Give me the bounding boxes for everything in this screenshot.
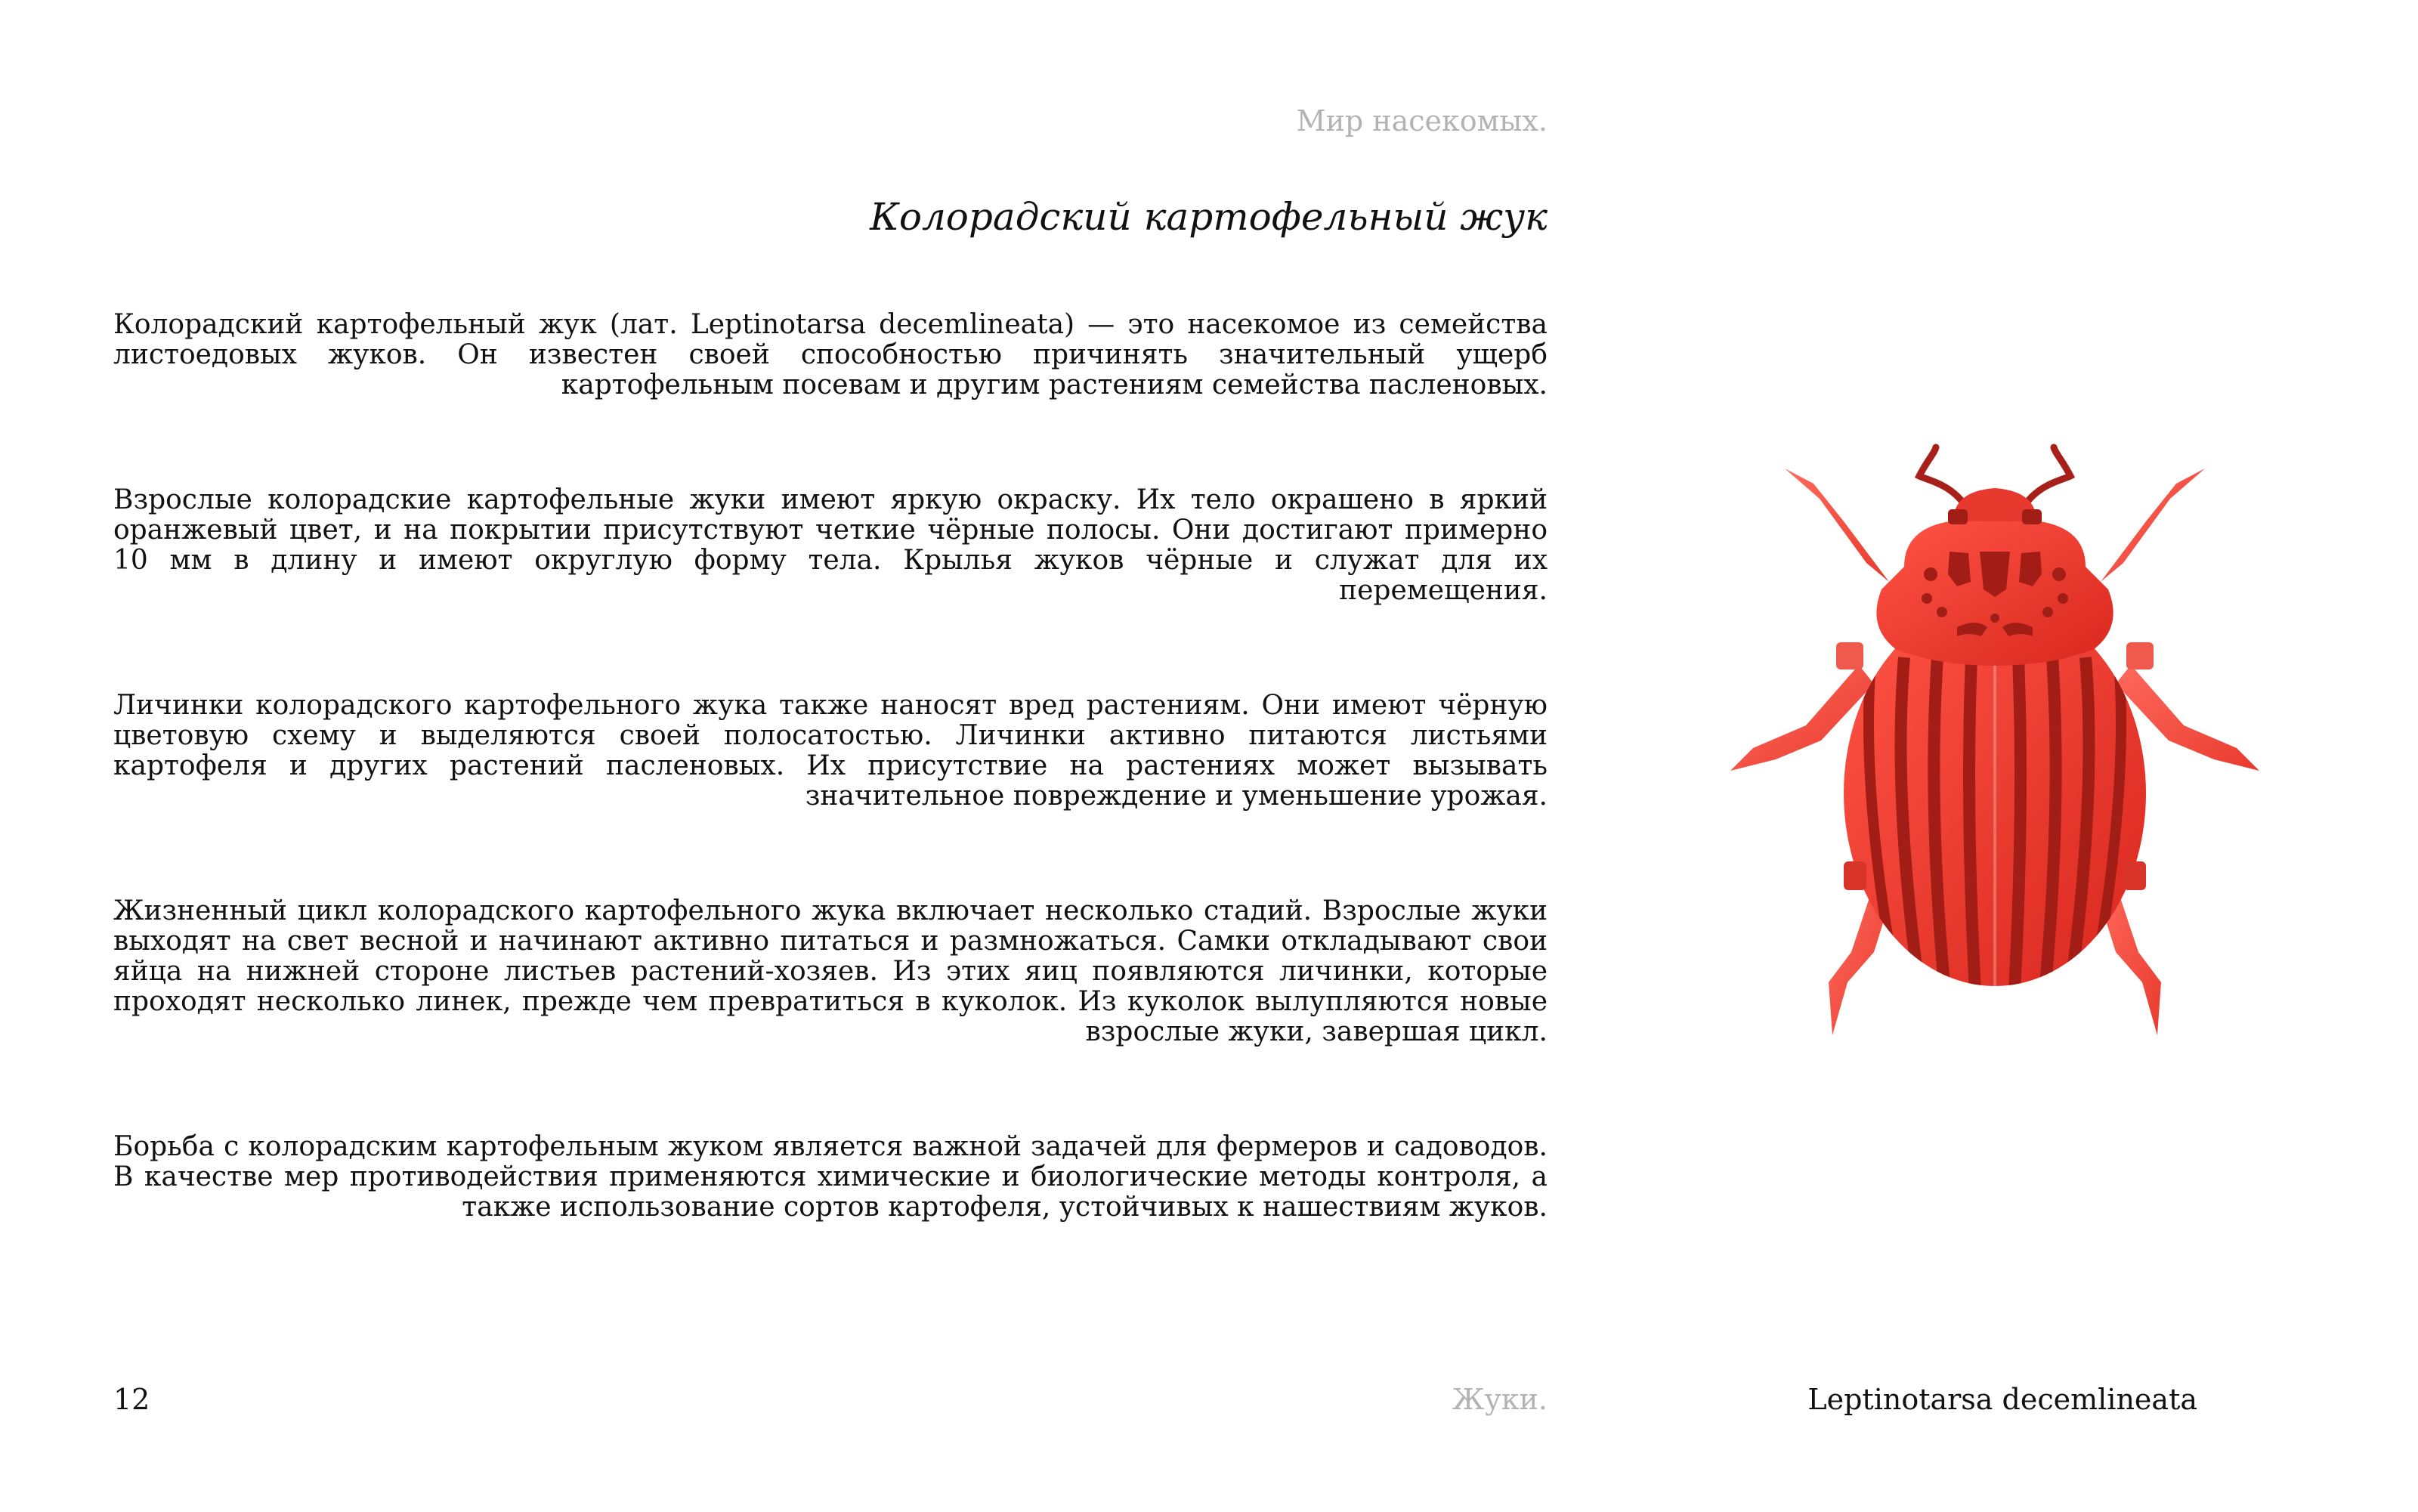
paragraph: Личинки колорадского картофельного жука также наносят вред растениям. Они имеют чёрную цветовую схему и выделяются своей полосатостью. Личинки активно питаются листьями картофеля и других растений пасленовых. Их присутствие на растениях может вызывать значительное повреждение и уменьшение урожая. — [113, 690, 1548, 812]
eye-right — [2022, 509, 2042, 524]
article-title: Колорадский картофельный жук — [870, 195, 1548, 239]
shoulder-right — [2126, 642, 2154, 669]
paragraph: Взрослые колорадские картофельные жуки имеют яркую окраску. Их тело окрашено в яркий оранжевый цвет, и на покрытии присутствуют четкие чёрные полосы. Они достигают примерно 10 мм в длину и имеют округлую форму тела. Крылья жуков чёрные и служат для их перемещения. — [113, 484, 1548, 606]
page-number: 12 — [113, 1383, 150, 1416]
antenna-left — [1919, 447, 1965, 505]
hip-right — [2123, 861, 2146, 890]
article-body — [113, 310, 1548, 1307]
footer-section-title: Жуки. — [1452, 1383, 1548, 1416]
eye-left — [1948, 509, 1968, 524]
running-header: Мир насекомых. — [1296, 104, 1548, 138]
antenna-right — [2025, 447, 2070, 505]
front-leg-right — [2101, 468, 2205, 582]
hip-left — [1844, 861, 1866, 890]
paragraph: Жизненный цикл колорадского картофельного жука включает несколько стадий. Взрослые жуки выходят на свет весной и начинают активно питаться и размножаться. Самки откладывают свои яйца на нижней стороне листьев растений-хозяев. Из этих яиц появляются личинки, которые проходят несколько линек, прежде чем превратиться в куколок. Из куколок вылупляются новые взрослые жуки, завершая цикл. — [113, 895, 1548, 1047]
front-leg-left — [1785, 468, 1889, 582]
shoulder-left — [1836, 642, 1863, 669]
beetle-icon — [1700, 438, 2290, 1050]
illustration-caption: Leptinotarsa decemlineata — [1807, 1383, 2197, 1416]
paragraph: Борьба с колорадским картофельным жуком является важной задачей для фермеров и садоводов. В качестве мер противодействия применяются химические и биологические методы контроля, а также использование сортов картофеля, устойчивых к нашествиям жуков. — [113, 1131, 1548, 1223]
paragraph: Колорадский картофельный жук (лат. Leptinotarsa decemlineata) — это насекомое из семейства листоедовых жуков. Он известен своей способностью причинять значительный ущерб картофельным посевам и другим растениям семейства пасленовых. — [113, 309, 1548, 400]
beetle-illustration — [1700, 438, 2290, 1050]
